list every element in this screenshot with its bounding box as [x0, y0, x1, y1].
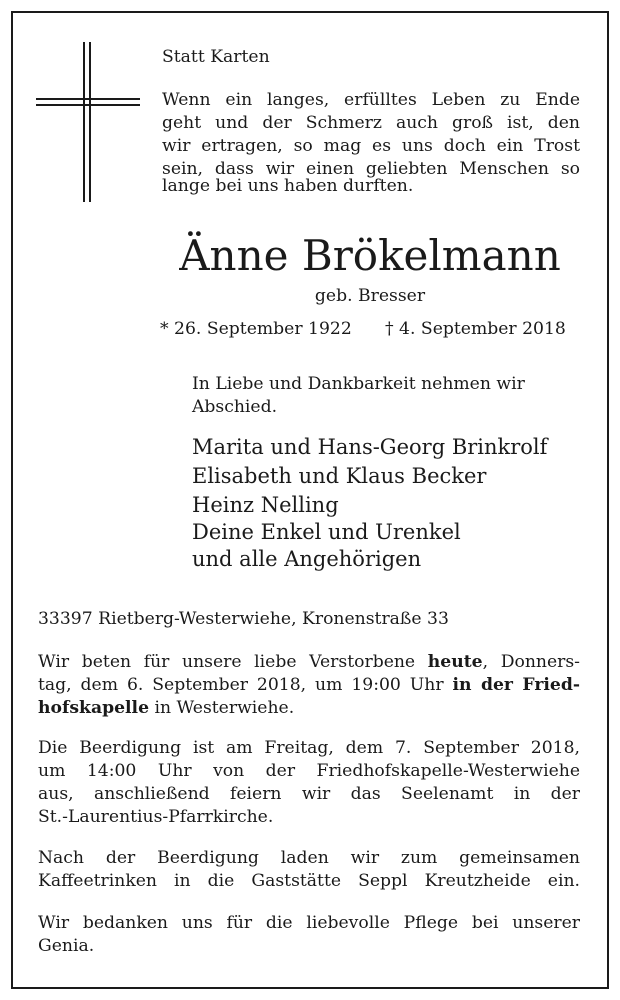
- birth-date: * 26. September 1922: [160, 319, 352, 339]
- farewell-line: In Liebe und Dankbarkeit nehmen wir: [192, 374, 525, 394]
- mourner: Heinz Nelling: [192, 493, 339, 517]
- poem-line: lange bei uns haben durften.: [162, 176, 414, 196]
- poem-line: sein, dass wir einen geliebten Menschen so: [162, 159, 580, 179]
- heading-statt-karten: Statt Karten: [162, 47, 270, 67]
- address: 33397 Rietberg-Westerwiehe, Kronenstraße 33: [38, 609, 449, 629]
- prayer-line: tag, dem 6. September 2018, um 19:00 Uhr in der Fried-: [38, 675, 580, 695]
- mourner: Marita und Hans-Georg Brinkrolf: [192, 435, 548, 459]
- poem-line: Wenn ein langes, erfülltes Leben zu Ende: [162, 90, 580, 110]
- coffee-line: Kaffeetrinken in die Gaststätte Seppl Kreutzheide ein.: [38, 871, 580, 891]
- coffee-line: Nach der Beerdigung laden wir zum gemeinsamen: [38, 848, 580, 868]
- funeral-line: Die Beerdigung ist am Freitag, dem 7. September 2018,: [38, 738, 580, 758]
- cross-icon: [36, 42, 140, 202]
- prayer-line: hofskapelle in Westerwiehe.: [38, 698, 295, 718]
- birth-name: geb. Bresser: [314, 286, 426, 306]
- deceased-name: Änne Brökelmann: [179, 231, 561, 280]
- farewell-line: Abschied.: [192, 397, 278, 417]
- funeral-line: aus, anschließend feiern wir das Seelenamt in der: [38, 784, 580, 804]
- poem-line: wir ertragen, so mag es uns doch ein Trost: [162, 136, 580, 156]
- funeral-line: um 14:00 Uhr von der Friedhofskapelle-Westerwiehe: [38, 761, 580, 781]
- mourner: Deine Enkel und Urenkel: [192, 520, 461, 544]
- funeral-line: St.-Laurentius-Pfarrkirche.: [38, 807, 274, 827]
- poem-line: geht und der Schmerz auch groß ist, den: [162, 113, 580, 133]
- prayer-line: Wir beten für unsere liebe Verstorbene heute, Donners-: [38, 652, 580, 672]
- death-date: † 4. September 2018: [385, 319, 566, 339]
- mourner: Elisabeth und Klaus Becker: [192, 464, 487, 488]
- mourner: und alle Angehörigen: [192, 547, 422, 571]
- thanks-line: Genia.: [38, 936, 95, 956]
- thanks-line: Wir bedanken uns für die liebevolle Pflege bei unserer: [38, 913, 580, 933]
